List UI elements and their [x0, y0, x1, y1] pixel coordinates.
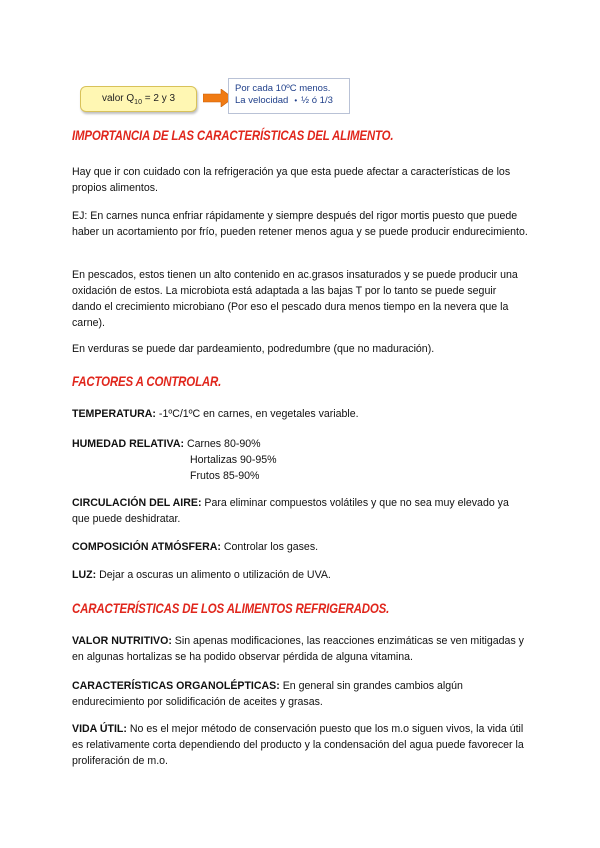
- paragraph-refrigeracion: Hay que ir con cuidado con la refrigeración ya que esta puede afectar a características de los propios alimentos.: [72, 166, 511, 194]
- char-text: En general sin grandes cambios algún endurecimiento por solidificación de aceites y grasas.: [72, 680, 463, 708]
- humidity-frutos: Frutos 85-90%: [190, 470, 260, 482]
- paragraph-verduras: En verduras se puede dar pardeamiento, podredumbre (que no maduración).: [72, 343, 435, 355]
- factor-text: Controlar los gases.: [220, 541, 319, 553]
- factor-label: HUMEDAD RELATIVA:: [72, 438, 185, 450]
- char-label: CARACTERÍSTICAS ORGANOLÉPTICAS:: [72, 680, 280, 692]
- factor-text: Dejar a oscuras un alimento o utilización de UVA.: [96, 569, 331, 581]
- char-label: VIDA ÚTIL:: [72, 723, 127, 735]
- info-line-1: Por cada 10ºC menos.: [235, 83, 331, 94]
- factor-luz: [72, 567, 528, 583]
- char-label: VALOR NUTRITIVO:: [72, 635, 172, 647]
- info-line-2: [235, 95, 343, 107]
- paragraph-carnes: EJ: En carnes nunca enfriar rápidamente y siempre después del rigor mortis puesto que puede haber un acortamiento por frío, pueden retener menos agua y se puede producir endurecimiento.: [72, 210, 528, 238]
- q10-value-box: [80, 86, 197, 112]
- bullet-icon: •: [294, 96, 298, 105]
- factor-composicion: [72, 539, 528, 555]
- char-text: No es el mejor método de conservación puesto que los m.o siguen vivos, la vida útil es relativamente corta dependiendo del producto y la condensación del agua puede favorecer la proliferación de m.o.: [72, 723, 524, 767]
- factor-circulacion: [72, 495, 528, 527]
- char-valor-nutritivo: [72, 633, 528, 665]
- humidity-hortalizas: Hortalizas 90-95%: [190, 454, 277, 466]
- info-line-2-fraction: ½ ó 1/3: [301, 95, 333, 106]
- section-heading-importancia: IMPORTANCIA DE LAS CARACTERÍSTICAS DEL ALIMENTO.: [72, 127, 394, 143]
- info-line-2-text: La velocidad: [235, 95, 289, 106]
- factor-text: -1ºC/1ºC en carnes, en vegetales variable.: [155, 408, 359, 420]
- rate-info-box: [228, 78, 350, 114]
- q10-suffix: = 2 y 3: [141, 93, 176, 104]
- humidity-row: [72, 436, 277, 452]
- q10-diagram: [80, 78, 360, 118]
- paragraph-pescados: En pescados, estos tienen un alto contenido en ac.grasos insaturados y se puede producir una oxidación de estos. La microbiota está adaptada a las bajas T por lo tanto se puede seguir dando el crecimiento microbiano (Por eso el pescado dura menos tiempo en la nevera que la carne).: [72, 269, 518, 329]
- char-organolepticas: [72, 678, 528, 710]
- factor-humedad: [72, 436, 277, 484]
- char-vida-util: [72, 721, 528, 769]
- factor-label: TEMPERATURA:: [72, 408, 156, 420]
- q10-subscript: 10: [134, 99, 142, 106]
- factor-text: Para eliminar compuestos volátiles y que no sea muy elevado ya que puede deshidratar.: [72, 497, 509, 525]
- humidity-carnes: Carnes 80-90%: [184, 438, 261, 450]
- section-heading-caracteristicas: CARACTERÍSTICAS DE LOS ALIMENTOS REFRIGERADOS.: [72, 600, 390, 616]
- factor-label: COMPOSICIÓN ATMÓSFERA:: [72, 541, 221, 553]
- factor-label: LUZ:: [72, 569, 97, 581]
- factor-label: CIRCULACIÓN DEL AIRE:: [72, 497, 202, 509]
- q10-prefix: valor Q: [101, 93, 135, 104]
- section-heading-factores: FACTORES A CONTROLAR.: [72, 373, 222, 389]
- factor-temperatura: [72, 406, 528, 422]
- char-text: Sin apenas modificaciones, las reacciones enzimáticas se ven mitigadas y en algunas hortalizas se ha podido observar pérdida de alguna vitamina.: [72, 635, 524, 663]
